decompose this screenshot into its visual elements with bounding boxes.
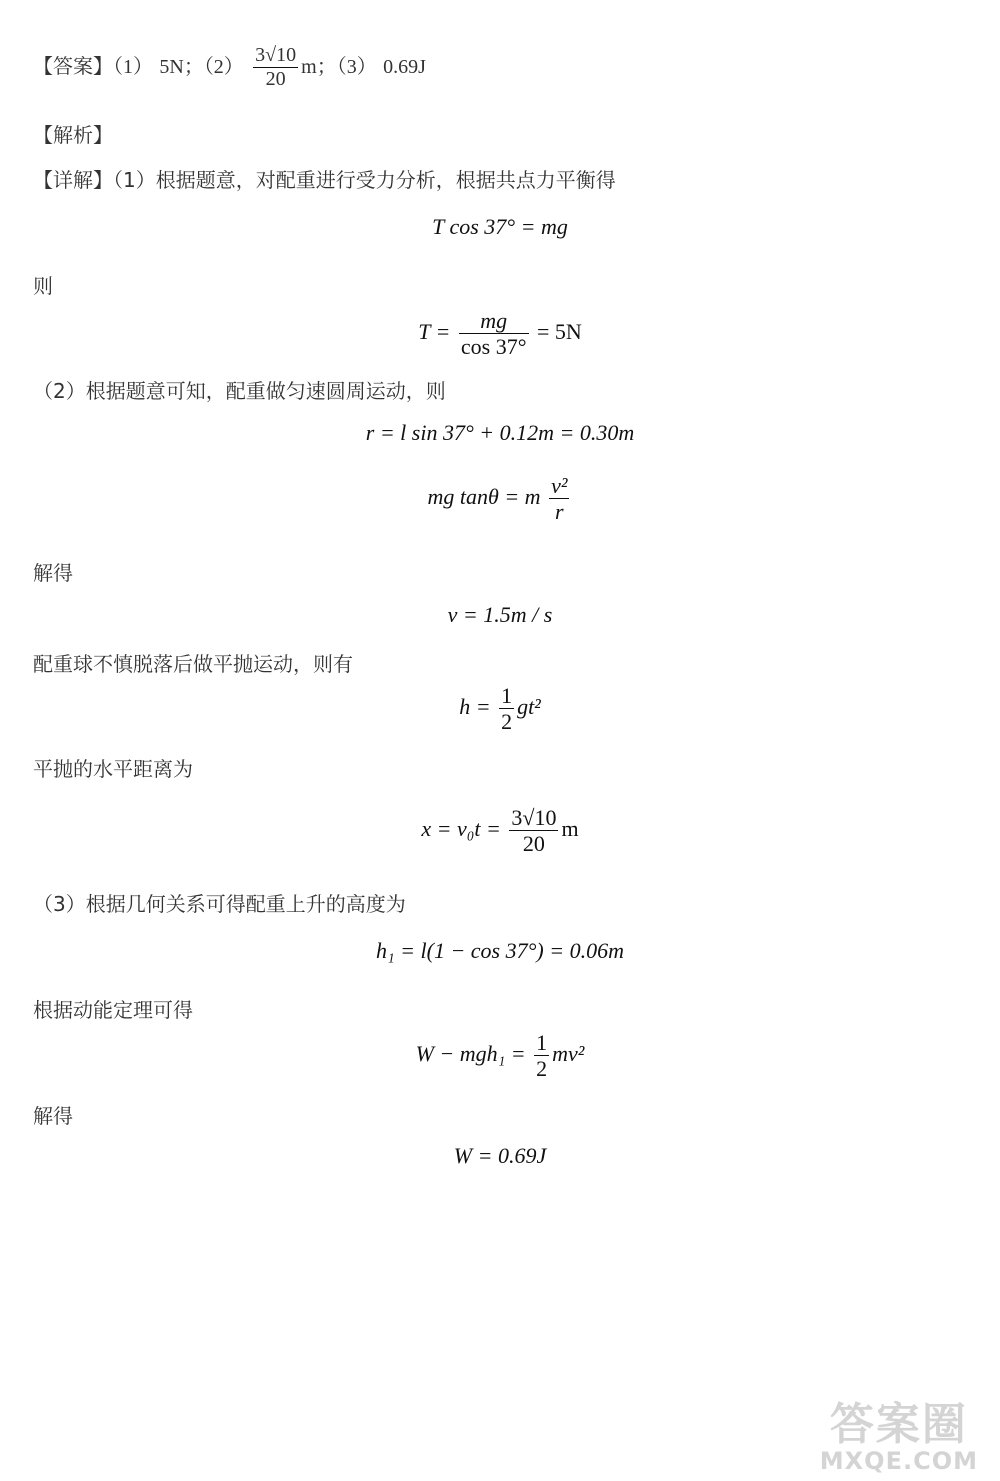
equation-6-right: gt²	[517, 693, 541, 719]
energy-theorem-text: 根据动能定理可得	[33, 998, 193, 1022]
equation-5: v = 1.5m / s	[447, 602, 553, 627]
part3-intro: （3）根据几何关系可得配重上升的高度为	[33, 892, 406, 916]
watermark-logo-text: 答案圈	[829, 1399, 968, 1450]
detail-label: 【详解】	[33, 168, 113, 192]
part1-intro	[33, 164, 616, 193]
equation-2	[0, 308, 1000, 360]
equation-6-fraction	[499, 683, 514, 735]
equation-2-right: = 5N	[537, 318, 582, 344]
fall-text: 配重球不慎脱落后做平抛运动，则有	[33, 652, 353, 676]
equation-9-right: mv²	[552, 1040, 585, 1066]
equation-9-denominator: 2	[536, 1056, 548, 1082]
horizontal-distance-text: 平抛的水平距离为	[33, 757, 193, 781]
site-watermark	[819, 1399, 978, 1475]
then-text: 则	[33, 274, 53, 298]
answer-part2-label: （2）	[203, 56, 244, 78]
equation-7-numerator: 3√10	[511, 805, 557, 830]
equation-2-denominator: cos 37°	[460, 334, 527, 360]
answer-part2-unit: m	[301, 56, 317, 78]
equation-1: T cos 37° = mg	[432, 214, 568, 239]
equation-4-fraction	[549, 473, 569, 525]
answer-part3-value: 0.69J	[383, 56, 426, 78]
answer-part1-value: 5N	[159, 56, 184, 78]
equation-9-left: W − mgh₁ =	[415, 1040, 526, 1066]
part1-intro-text: （1）根据题意，对配重进行受力分析，根据共点力平衡得	[113, 168, 616, 192]
equation-2-numerator: mg	[459, 308, 529, 334]
equation-2-fraction	[459, 308, 529, 360]
equation-10: W = 0.69J	[453, 1143, 547, 1168]
answer-part1-label: （1）	[113, 56, 153, 78]
analysis-label: 【解析】	[33, 123, 113, 147]
equation-7	[0, 805, 1000, 857]
equation-2-left: T =	[418, 318, 451, 344]
equation-7-unit: m	[561, 815, 579, 841]
answer-part3-label: （3）	[336, 56, 377, 78]
equation-6-left: h =	[459, 693, 491, 719]
solve-text-2: 解得	[33, 1104, 73, 1128]
answer-part2-numerator: 3√10	[255, 44, 297, 66]
answer-part2-denominator: 20	[265, 68, 286, 90]
equation-3: r = l sin 37° + 0.12m = 0.30m	[365, 420, 635, 445]
answer-separator-2: ；	[316, 54, 337, 78]
equation-9	[0, 1030, 1000, 1082]
answer-label: 【答案】	[33, 54, 113, 78]
equation-4-left: mg tanθ = m	[427, 483, 541, 509]
equation-9-fraction	[534, 1030, 549, 1082]
equation-4-numerator: v²	[551, 473, 568, 498]
watermark-url: MXQE.COM	[819, 1447, 978, 1475]
equation-7-denominator: 20	[522, 831, 545, 857]
solve-text-1: 解得	[33, 561, 73, 585]
equation-4-denominator: r	[554, 499, 564, 525]
equation-7-left: x = v₀t =	[421, 815, 501, 841]
part2-intro: （2）根据题意可知，配重做匀速圆周运动，则	[33, 379, 446, 403]
equation-4	[0, 473, 1000, 525]
equation-6-numerator: 1	[501, 683, 513, 708]
answer-part2-fraction	[253, 44, 298, 91]
equation-6	[0, 683, 1000, 735]
equation-6-denominator: 2	[501, 709, 513, 735]
equation-9-numerator: 1	[536, 1030, 548, 1055]
answer-separator-1: ；	[183, 54, 204, 78]
equation-8: h₁ = l(1 − cos 37°) = 0.06m	[376, 938, 624, 963]
equation-7-fraction	[509, 805, 558, 857]
answer-line	[33, 44, 426, 91]
